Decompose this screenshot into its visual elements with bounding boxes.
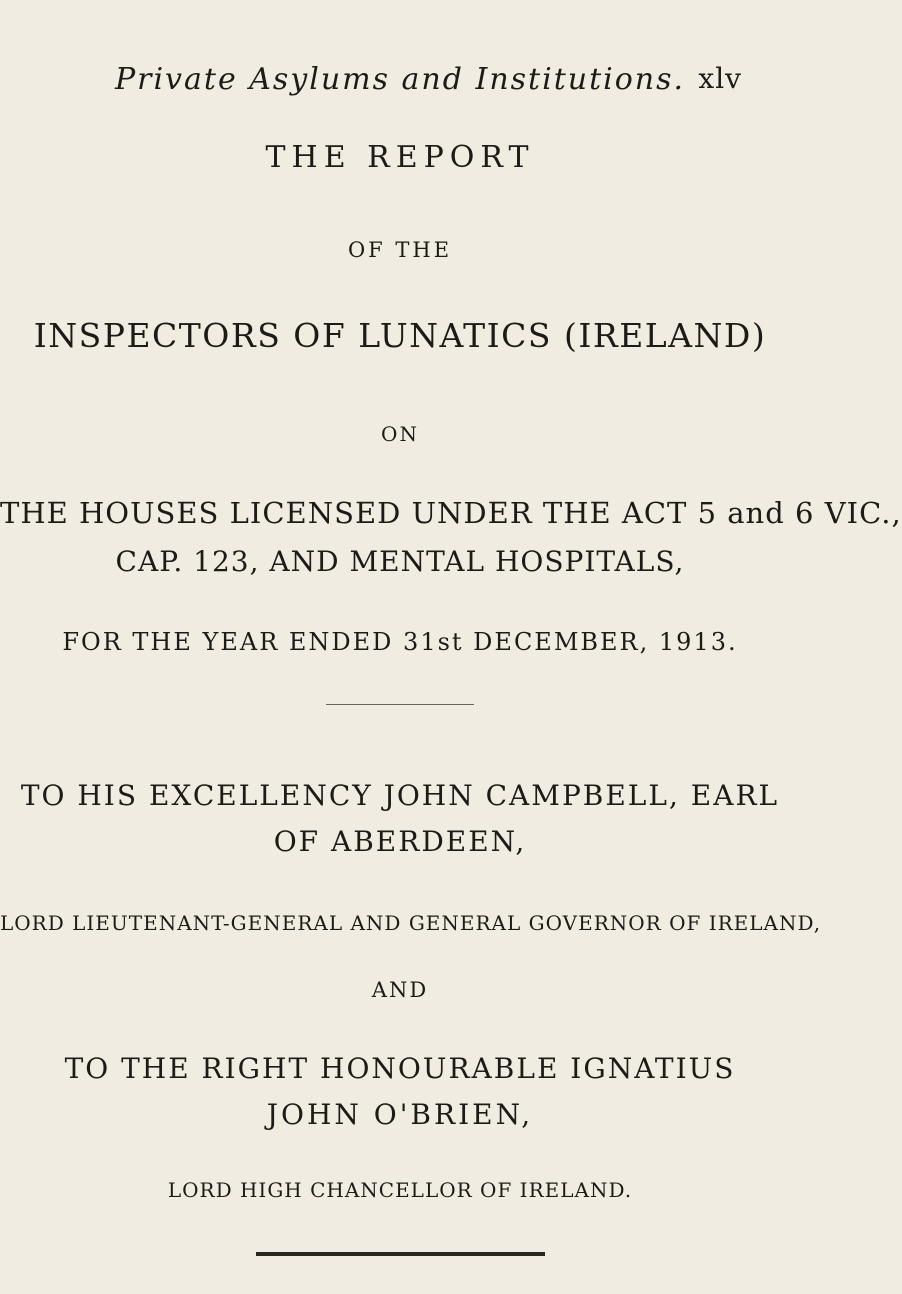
addressee-lord-chancellor: TO THE RIGHT HONOURABLE IGNATIUS [64,1052,736,1085]
title-on: ON [381,422,419,446]
title-of-the: OF THE [347,238,453,262]
report-title: THE REPORT [265,140,535,175]
bottom-divider [256,1252,545,1256]
addressee-conjunction: AND [371,978,429,1002]
title-cap-mental-hospitals: CAP. 123, AND MENTAL HOSPITALS, [115,545,685,578]
addressee-lord-chancellor-cont: JOHN O'BRIEN, [266,1098,534,1131]
addressee-lord-lieutenant: TO HIS EXCELLENCY JOHN CAMPBELL, EARL [20,779,780,812]
running-header [0,62,800,102]
addressee-lord-chancellor-office: LORD HIGH CHANCELLOR OF IRELAND. [167,1178,633,1202]
running-title: Private Asylums and Institutions. [114,62,686,97]
title-houses-licensed: THE HOUSES LICENSED UNDER THE ACT 5 and 6 VIC., [0,496,902,530]
addressee-lord-lieutenant-cont: OF ABERDEEN, [273,825,527,858]
addressee-lord-lieutenant-office: LORD LIEUTENANT-GENERAL AND GENERAL GOVERNOR OF IRELAND, [0,911,822,935]
title-year-ended: FOR THE YEAR ENDED 31st DECEMBER, 1913. [62,628,738,656]
page-number: xlv [698,62,742,95]
section-divider [326,704,474,705]
title-inspectors: INSPECTORS OF LUNATICS (IRELAND) [33,316,767,355]
